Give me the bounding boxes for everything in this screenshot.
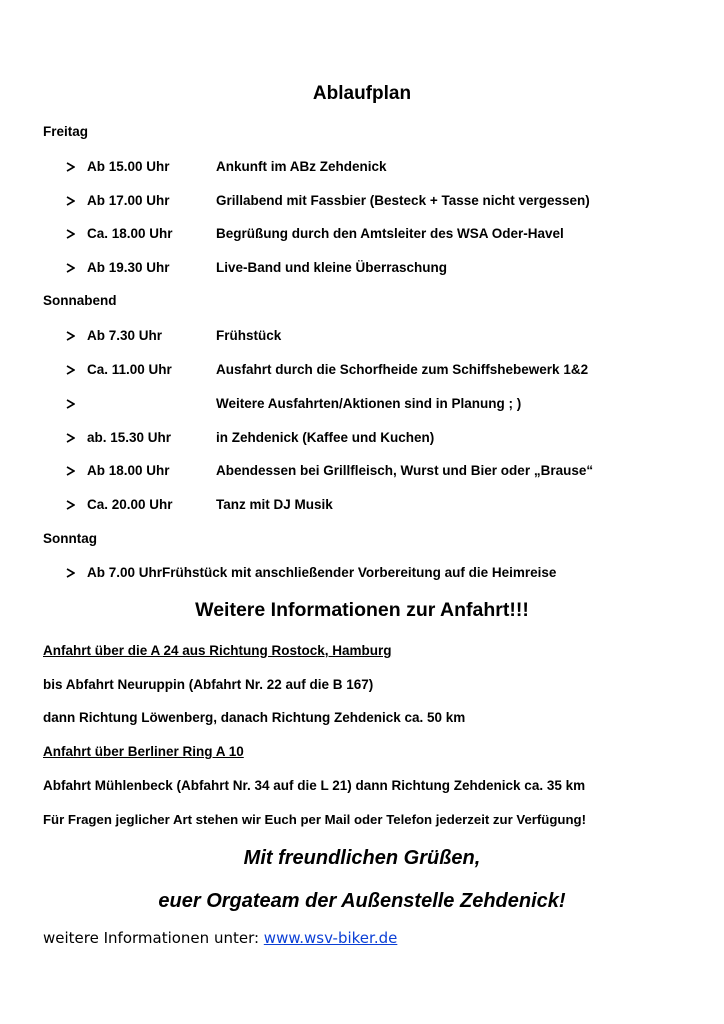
route2-line1: Abfahrt Mühlenbeck (Abfahrt Nr. 34 auf die L 21) dann Richtung Zehdenick ca. 35 km xyxy=(43,778,586,793)
item-description: Begrüßung durch den Amtsleiter des WSA Oder-Havel xyxy=(216,226,564,241)
item-time: Ca. 18.00 Uhr xyxy=(87,226,173,241)
item-description: Frühstück xyxy=(216,328,282,343)
item-time: Ab 7.00 UhrFrühstück mit anschließender Vorbereitung auf die Heimreise xyxy=(87,565,557,580)
item-description: Ankunft im ABz Zehdenick xyxy=(216,159,387,174)
item-description: in Zehdenick (Kaffee und Kuchen) xyxy=(216,430,435,445)
item-description: Grillabend mit Fassbier (Besteck + Tasse nicht vergessen) xyxy=(216,193,590,208)
item-time: ab. 15.30 Uhr xyxy=(87,430,172,445)
arrow-bullet-icon xyxy=(66,430,80,443)
info-heading: Weitere Informationen zur Anfahrt!!! xyxy=(195,599,529,621)
item-description: Tanz mit DJ Musik xyxy=(216,497,333,512)
item-description: Ausfahrt durch die Schorfheide zum Schiffshebewerk 1&2 xyxy=(216,362,589,377)
item-description: Abendessen bei Grillfleisch, Wurst und Bier oder „Brause“ xyxy=(216,463,594,478)
route1-line1: bis Abfahrt Neuruppin (Abfahrt Nr. 22 auf die B 167) xyxy=(43,677,374,692)
website-link[interactable]: www.wsv-biker.de xyxy=(263,929,398,947)
route1-heading: Anfahrt über die A 24 aus Richtung Rostock, Hamburg xyxy=(43,643,392,658)
route1-line2: dann Richtung Löwenberg, danach Richtung Zehdenick ca. 50 km xyxy=(43,710,466,725)
item-time: Ab 7.30 Uhr xyxy=(87,328,163,343)
footer xyxy=(43,929,397,947)
arrow-bullet-icon xyxy=(66,362,80,375)
item-time: Ab 18.00 Uhr xyxy=(87,463,170,478)
closing-signature: euer Orgateam der Außenstelle Zehdenick! xyxy=(158,890,566,912)
item-time: Ca. 20.00 Uhr xyxy=(87,497,173,512)
arrow-bullet-icon xyxy=(66,193,80,206)
arrow-bullet-icon xyxy=(66,159,80,172)
item-time: Ab 15.00 Uhr xyxy=(87,159,170,174)
item-time: Ab 17.00 Uhr xyxy=(87,193,170,208)
item-description: Weitere Ausfahrten/Aktionen sind in Planung ; ) xyxy=(216,396,522,411)
closing-greeting: Mit freundlichen Grüßen, xyxy=(243,847,481,869)
day-heading-sonntag: Sonntag xyxy=(43,531,97,546)
questions-text: Für Fragen jeglicher Art stehen wir Euch per Mail oder Telefon jederzeit zur Verfügung! xyxy=(43,812,586,827)
item-description: Live-Band und kleine Überraschung xyxy=(216,260,448,275)
arrow-bullet-icon xyxy=(66,497,80,510)
footer-text: weitere Informationen unter: xyxy=(43,929,264,947)
arrow-bullet-icon xyxy=(66,328,80,341)
day-heading-freitag: Freitag xyxy=(43,124,89,139)
arrow-bullet-icon xyxy=(66,396,80,409)
page-title: Ablaufplan xyxy=(312,83,412,104)
arrow-bullet-icon xyxy=(66,565,80,578)
arrow-bullet-icon xyxy=(66,226,80,239)
arrow-bullet-icon xyxy=(66,260,80,273)
item-time: Ab 19.30 Uhr xyxy=(87,260,170,275)
route2-heading: Anfahrt über Berliner Ring A 10 xyxy=(43,744,244,759)
day-heading-sonnabend: Sonnabend xyxy=(43,293,117,308)
arrow-bullet-icon xyxy=(66,463,80,476)
item-time: Ca. 11.00 Uhr xyxy=(87,362,172,377)
